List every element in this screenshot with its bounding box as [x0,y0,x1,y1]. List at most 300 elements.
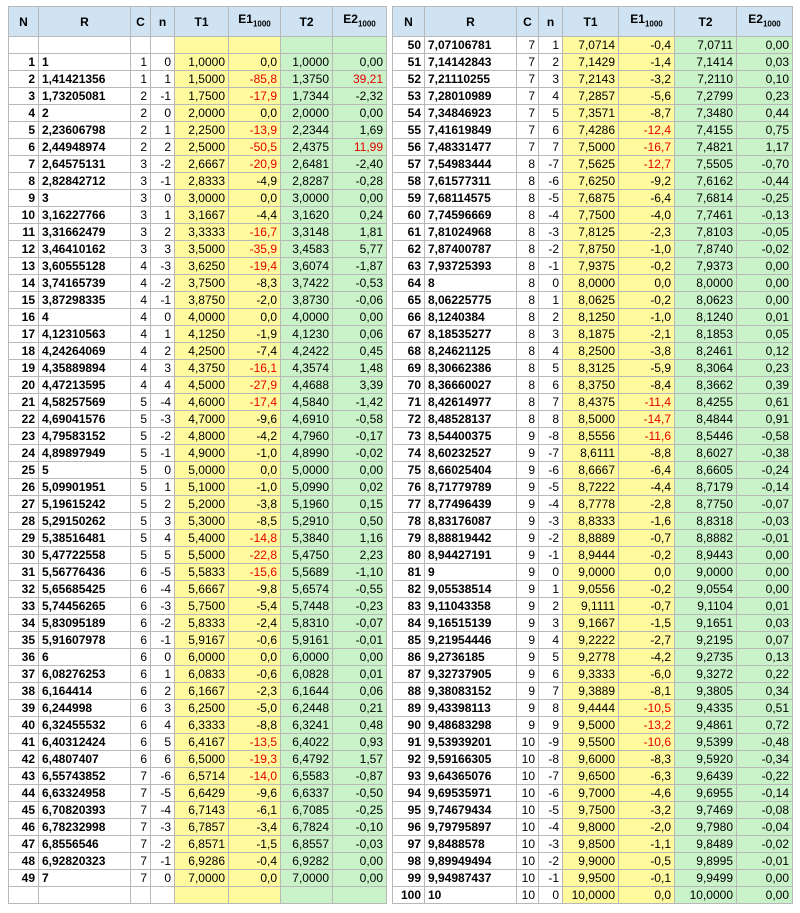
cell-r: 6,63324958 [39,785,131,802]
cell-e1: -1,6 [619,513,675,530]
cell-c: 6 [131,700,151,717]
cell-k: -2 [151,428,175,445]
cell-n: 32 [9,581,39,598]
cell-t2: 6,1644 [281,683,333,700]
cell-r: 7,61577311 [425,173,517,190]
cell-e1: -0,2 [619,581,675,598]
cell-n: 13 [9,258,39,275]
cell-k: 4 [539,88,563,105]
cell-e2: -0,70 [737,156,793,173]
cell-e2: -0,38 [737,445,793,462]
cell-c: 2 [131,105,151,122]
cell-t2: 9,5399 [675,734,737,751]
cell-k: 3 [539,71,563,88]
table-row [9,445,387,462]
cell-k: 4 [539,343,563,360]
cell-k: 0 [151,190,175,207]
cell-e2: 0,00 [333,190,387,207]
table-row [393,139,793,156]
cell-e1 [229,37,281,54]
cell-r: 9,69535971 [425,785,517,802]
cell-t1: 3,5000 [175,241,229,258]
cell-t2: 2,2344 [281,122,333,139]
table-row [9,649,387,666]
cell-e1: -12,4 [619,122,675,139]
table-row [393,717,793,734]
cell-t2: 5,4750 [281,547,333,564]
cell-k: 7 [539,394,563,411]
cell-e2: 0,01 [333,666,387,683]
cell-k: 1 [151,666,175,683]
cell-t2: 9,2735 [675,649,737,666]
cell-e1: -4,9 [229,173,281,190]
cell-c: 7 [131,768,151,785]
cell-k: -7 [539,156,563,173]
cell-k: -8 [539,428,563,445]
cell-n: 92 [393,751,425,768]
cell-n: 37 [9,666,39,683]
cell-t1: 8,1250 [563,309,619,326]
cell-n: 74 [393,445,425,462]
cell-e2: -1,87 [333,258,387,275]
cell-e1: -1,0 [229,479,281,496]
cell-t2: 3,4583 [281,241,333,258]
cell-e1: -17,9 [229,88,281,105]
cell-k: 2 [539,309,563,326]
cell-k: 9 [539,717,563,734]
cell-r: 7,48331477 [425,139,517,156]
cell-e1: -0,7 [619,598,675,615]
cell-t1: 6,0000 [175,649,229,666]
cell-t1: 9,1111 [563,598,619,615]
cell-t1: 8,3750 [563,377,619,394]
cell-e2: 0,23 [737,88,793,105]
cell-c: 3 [131,224,151,241]
cell-e1: -14,8 [229,530,281,547]
header-k: n [539,7,563,37]
cell-e2: -0,58 [333,411,387,428]
header-e2-sub: 1000 [762,19,781,29]
table-row [393,700,793,717]
cell-r [39,887,131,904]
cell-k: 0 [151,462,175,479]
cell-n: 2 [9,71,39,88]
cell-k: -1 [151,88,175,105]
cell-n: 14 [9,275,39,292]
table-row [9,292,387,309]
cell-t1: 6,9286 [175,853,229,870]
table-row [393,377,793,394]
cell-k: 4 [151,377,175,394]
header-c: C [517,7,539,37]
cell-r: 6 [39,649,131,666]
cell-c: 8 [517,258,539,275]
table-row [393,224,793,241]
cell-t1: 8,7222 [563,479,619,496]
cell-k: -1 [151,292,175,309]
cell-t2: 8,9443 [675,547,737,564]
cell-t2: 6,4792 [281,751,333,768]
cell-r: 5,38516481 [39,530,131,547]
table-row [393,54,793,71]
table-row [9,207,387,224]
cell-t1: 4,1250 [175,326,229,343]
cell-c: 8 [517,360,539,377]
cell-e2: 0,61 [737,394,793,411]
cell-t1: 9,8500 [563,836,619,853]
cell-k: -5 [539,802,563,819]
cell-e1: -7,4 [229,343,281,360]
header-e2-main: E2 [343,11,358,26]
header-t2: T2 [675,7,737,37]
table-row [393,411,793,428]
table-row [9,683,387,700]
cell-c: 3 [131,156,151,173]
cell-t1: 4,0000 [175,309,229,326]
table-row [393,649,793,666]
cell-n: 3 [9,88,39,105]
cell-e1: -1,1 [619,836,675,853]
cell-t1: 4,5000 [175,377,229,394]
header-row [9,7,387,37]
cell-e1: -8,3 [229,275,281,292]
cell-n: 69 [393,360,425,377]
cell-n: 96 [393,819,425,836]
cell-k: -6 [539,173,563,190]
cell-k: 2 [151,683,175,700]
cell-t1: 3,3333 [175,224,229,241]
table-row [393,785,793,802]
cell-n: 41 [9,734,39,751]
table-row [9,581,387,598]
cell-e2 [333,37,387,54]
cell-n: 99 [393,870,425,887]
cell-n: 90 [393,717,425,734]
cell-t1: 6,0833 [175,666,229,683]
cell-r: 8,24621125 [425,343,517,360]
cell-t2: 3,1620 [281,207,333,224]
cell-t2: 5,3840 [281,530,333,547]
cell-e2: -0,02 [737,836,793,853]
cell-r: 8,88819442 [425,530,517,547]
cell-t2: 8,6605 [675,462,737,479]
cell-t2: 2,8287 [281,173,333,190]
cell-e1: -4,4 [229,207,281,224]
cell-r: 3,46410162 [39,241,131,258]
cell-e2: -0,22 [737,768,793,785]
cell-r: 5,74456265 [39,598,131,615]
header-n: N [393,7,425,37]
cell-e2: -0,07 [737,496,793,513]
cell-r: 8,54400375 [425,428,517,445]
cell-t1: 9,0000 [563,564,619,581]
cell-e2: 0,00 [333,54,387,71]
cell-k: 5 [539,360,563,377]
cell-e1: -0,5 [619,853,675,870]
cell-r: 6,70820393 [39,802,131,819]
cell-e2: 0,75 [737,122,793,139]
header-e2-main: E2 [748,11,763,26]
cell-c: 10 [517,734,539,751]
cell-t2: 8,6027 [675,445,737,462]
table-row [393,105,793,122]
cell-n: 29 [9,530,39,547]
cell-c: 5 [131,513,151,530]
table-row [9,377,387,394]
table-row [393,836,793,853]
cell-t1: 2,5000 [175,139,229,156]
cell-t1: 5,2000 [175,496,229,513]
sqrt-table-left [8,6,387,904]
cell-n: 33 [9,598,39,615]
cell-r: 6,164414 [39,683,131,700]
cell-k: 2 [539,54,563,71]
cell-k: 8 [539,700,563,717]
header-r: R [39,7,131,37]
cell-c: 4 [131,360,151,377]
table-row [393,445,793,462]
cell-t1: 8,7778 [563,496,619,513]
cell-k: 1 [539,292,563,309]
cell-n: 25 [9,462,39,479]
cell-e1: -6,4 [619,190,675,207]
cell-e2: -0,25 [333,802,387,819]
cell-e2: 0,00 [333,853,387,870]
cell-t2: 7,8740 [675,241,737,258]
cell-e2: -0,53 [333,275,387,292]
cell-r: 7,41619849 [425,122,517,139]
cell-r: 7,81024968 [425,224,517,241]
cell-r: 9,11043358 [425,598,517,615]
cell-n: 26 [9,479,39,496]
cell-e2: 0,01 [737,598,793,615]
cell-e1: -22,8 [229,547,281,564]
cell-e1: -8,1 [619,683,675,700]
cell-r: 4,69041576 [39,411,131,428]
cell-e1: -10,6 [619,734,675,751]
cell-t1: 6,1667 [175,683,229,700]
cell-e2: -0,25 [737,190,793,207]
cell-e1: 0,0 [229,190,281,207]
cell-n: 77 [393,496,425,513]
cell-t1: 5,1000 [175,479,229,496]
cell-k: 0 [151,54,175,71]
cell-e2: 0,00 [737,887,793,904]
cell-e2: -0,28 [333,173,387,190]
cell-k: 0 [539,275,563,292]
cell-n: 56 [393,139,425,156]
cell-e1: -19,4 [229,258,281,275]
cell-n: 39 [9,700,39,717]
cell-e2: 3,39 [333,377,387,394]
cell-t1: 1,5000 [175,71,229,88]
cell-t1: 10,0000 [563,887,619,904]
cell-c: 9 [517,717,539,734]
cell-r: 6,8556546 [39,836,131,853]
cell-r: 8,1240384 [425,309,517,326]
cell-t2: 5,9161 [281,632,333,649]
cell-r: 9,79795897 [425,819,517,836]
cell-e2: 0,00 [737,870,793,887]
cell-n: 79 [393,530,425,547]
cell-e1: -9,6 [229,785,281,802]
cell-e2: -0,04 [737,819,793,836]
cell-t1: 9,7500 [563,802,619,819]
cell-t2: 6,2448 [281,700,333,717]
sqrt-table-right [392,6,793,904]
cell-n: 87 [393,666,425,683]
cell-t1: 8,0625 [563,292,619,309]
cell-c: 9 [517,496,539,513]
table-row [393,462,793,479]
cell-k: 3 [151,513,175,530]
cell-t2: 10,0000 [675,887,737,904]
cell-e2: 0,03 [737,615,793,632]
cell-t2: 7,4155 [675,122,737,139]
cell-r: 4,35889894 [39,360,131,377]
cell-t1: 9,0556 [563,581,619,598]
cell-e1: -1,4 [619,54,675,71]
cell-k: 0 [151,870,175,887]
cell-k: 4 [151,530,175,547]
cell-e2: 0,10 [737,71,793,88]
table-row [9,768,387,785]
table-row [393,581,793,598]
cell-e1: -19,3 [229,751,281,768]
cell-n: 6 [9,139,39,156]
cell-e2: 0,03 [737,54,793,71]
table-row [9,700,387,717]
cell-k: -4 [539,819,563,836]
cell-r: 9,94987437 [425,870,517,887]
cell-e1: -0,6 [229,666,281,683]
table-row [393,428,793,445]
cell-t1: 3,8750 [175,292,229,309]
cell-e1: -11,4 [619,394,675,411]
cell-t2: 5,1960 [281,496,333,513]
cell-e2: 1,48 [333,360,387,377]
cell-r: 8,42614977 [425,394,517,411]
cell-e1: 0,0 [229,649,281,666]
cell-e2: -0,50 [333,785,387,802]
cell-r: 1 [39,54,131,71]
header-t1: T1 [175,7,229,37]
cell-k: -7 [539,768,563,785]
cell-r: 8,71779789 [425,479,517,496]
cell-c: 4 [131,275,151,292]
cell-t1: 8,2500 [563,343,619,360]
cell-t2: 5,0990 [281,479,333,496]
cell-r: 8,06225775 [425,292,517,309]
cell-e1: -0,1 [619,870,675,887]
cell-r: 10 [425,887,517,904]
cell-n: 4 [9,105,39,122]
cell-n: 73 [393,428,425,445]
cell-c: 9 [517,700,539,717]
cell-k: 1 [151,71,175,88]
cell-t2: 7,8103 [675,224,737,241]
cell-c: 7 [517,88,539,105]
cell-c: 3 [131,173,151,190]
cell-n: 24 [9,445,39,462]
cell-k: 2 [539,598,563,615]
cell-r: 4,47213595 [39,377,131,394]
cell-t1: 5,5833 [175,564,229,581]
cell-t2: 4,2422 [281,343,333,360]
table-row [9,564,387,581]
cell-e1: -9,2 [619,173,675,190]
table-row [393,768,793,785]
cell-t1: 9,1667 [563,615,619,632]
cell-c: 10 [517,785,539,802]
table-body-left [9,37,387,904]
cell-c: 6 [131,564,151,581]
cell-r: 9,59166305 [425,751,517,768]
cell-c: 7 [517,71,539,88]
cell-k: -1 [151,632,175,649]
cell-c: 2 [131,122,151,139]
cell-c [131,37,151,54]
table-row [393,241,793,258]
cell-t1: 7,0000 [175,870,229,887]
cell-t2: 2,0000 [281,105,333,122]
cell-t1: 9,6500 [563,768,619,785]
cell-n: 75 [393,462,425,479]
cell-e1: -3,8 [619,343,675,360]
header-e1 [229,7,281,37]
table-row [9,462,387,479]
cell-k: 2 [151,343,175,360]
cell-t1: 9,3889 [563,683,619,700]
cell-t2: 7,7461 [675,207,737,224]
cell-t2: 4,7960 [281,428,333,445]
cell-k: -3 [151,258,175,275]
cell-t2: 2,4375 [281,139,333,156]
cell-t2: 4,8990 [281,445,333,462]
cell-e2: 1,81 [333,224,387,241]
cell-t1: 1,0000 [175,54,229,71]
cell-e1: -0,2 [619,292,675,309]
cell-e2: 0,45 [333,343,387,360]
cell-r: 4,89897949 [39,445,131,462]
cell-c: 9 [517,598,539,615]
cell-c: 8 [517,224,539,241]
cell-t1: 6,7857 [175,819,229,836]
table-row [9,632,387,649]
cell-e2: 0,00 [737,37,793,54]
cell-k: -5 [151,564,175,581]
cell-t2: 6,7824 [281,819,333,836]
cell-e2: 0,12 [737,343,793,360]
header-t2: T2 [281,7,333,37]
cell-t2: 9,7980 [675,819,737,836]
cell-n: 17 [9,326,39,343]
cell-k: -4 [151,802,175,819]
cell-t2: 8,3662 [675,377,737,394]
cell-c: 6 [131,717,151,734]
cell-t1: 3,1667 [175,207,229,224]
cell-e2: -0,14 [737,785,793,802]
cell-k: 3 [539,615,563,632]
header-c: C [131,7,151,37]
cell-e1: -15,6 [229,564,281,581]
cell-c: 9 [517,428,539,445]
cell-k [151,887,175,904]
cell-e1: -13,2 [619,717,675,734]
cell-t2 [281,887,333,904]
cell-c: 8 [517,292,539,309]
cell-t1: 9,5000 [563,717,619,734]
